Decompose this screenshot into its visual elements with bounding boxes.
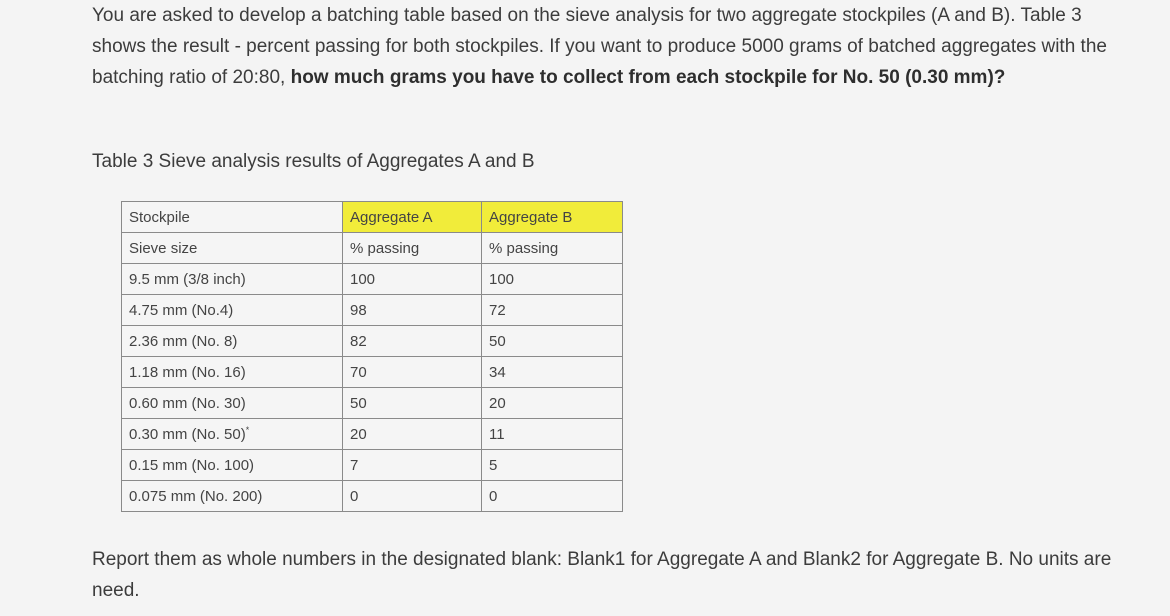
header-stockpile: Stockpile — [122, 202, 343, 233]
aggregate-a-cell: 7 — [343, 450, 482, 481]
table-subheader-row — [122, 233, 623, 264]
subheader-passing-a: % passing — [343, 233, 482, 264]
table-row — [122, 295, 623, 326]
aggregate-b-cell: 100 — [482, 264, 623, 295]
subheader-sieve-size: Sieve size — [122, 233, 343, 264]
sieve-size-cell: 2.36 mm (No. 8) — [122, 326, 343, 357]
sieve-size-cell — [122, 419, 343, 450]
sieve-size-cell: 4.75 mm (No.4) — [122, 295, 343, 326]
table-row — [122, 388, 623, 419]
table-row — [122, 450, 623, 481]
table-row — [122, 264, 623, 295]
aggregate-a-cell: 98 — [343, 295, 482, 326]
table-row — [122, 357, 623, 388]
aggregate-a-cell: 50 — [343, 388, 482, 419]
subheader-passing-b: % passing — [482, 233, 623, 264]
aggregate-b-cell: 0 — [482, 481, 623, 512]
aggregate-b-cell: 50 — [482, 326, 623, 357]
aggregate-b-cell: 5 — [482, 450, 623, 481]
table-row — [122, 419, 623, 450]
table-row — [122, 481, 623, 512]
report-instructions: Report them as whole numbers in the designated blank: Blank1 for Aggregate A and Blank2 for Aggregate B. No units are need. — [92, 549, 1112, 601]
header-aggregate-a: Aggregate A — [343, 202, 482, 233]
aggregate-b-cell: 20 — [482, 388, 623, 419]
aggregate-a-cell: 82 — [343, 326, 482, 357]
question-part-1: You are asked to develop a batching table based on the sieve analysis for two aggregate stockpiles (A and B). Table 3 shows the result - percent passing for both stockpiles. If you want to produce 5000 grams of batched aggregates with the batching ratio of 20:80, — [92, 5, 1107, 88]
aggregate-a-cell: 20 — [343, 419, 482, 450]
aggregate-a-cell: 0 — [343, 481, 482, 512]
sieve-size-cell: 0.075 mm (No. 200) — [122, 481, 343, 512]
table-header-row — [122, 202, 623, 233]
question-text — [92, 0, 1132, 93]
sieve-analysis-table — [121, 201, 623, 512]
table-row — [122, 326, 623, 357]
sieve-size-label: 0.30 mm (No. 50) — [129, 426, 246, 443]
footnote-mark: * — [245, 425, 250, 435]
sieve-size-cell: 9.5 mm (3/8 inch) — [122, 264, 343, 295]
header-aggregate-b: Aggregate B — [482, 202, 623, 233]
aggregate-a-cell: 70 — [343, 357, 482, 388]
aggregate-b-cell: 11 — [482, 419, 623, 450]
aggregate-b-cell: 34 — [482, 357, 623, 388]
question-part-bold: how much grams you have to collect from each stockpile for No. 50 (0.30 mm)? — [290, 67, 1006, 88]
sieve-size-cell: 0.60 mm (No. 30) — [122, 388, 343, 419]
sieve-size-cell: 1.18 mm (No. 16) — [122, 357, 343, 388]
sieve-size-cell: 0.15 mm (No. 100) — [122, 450, 343, 481]
table-caption: Table 3 Sieve analysis results of Aggregates A and B — [92, 151, 535, 172]
aggregate-b-cell: 72 — [482, 295, 623, 326]
aggregate-a-cell: 100 — [343, 264, 482, 295]
